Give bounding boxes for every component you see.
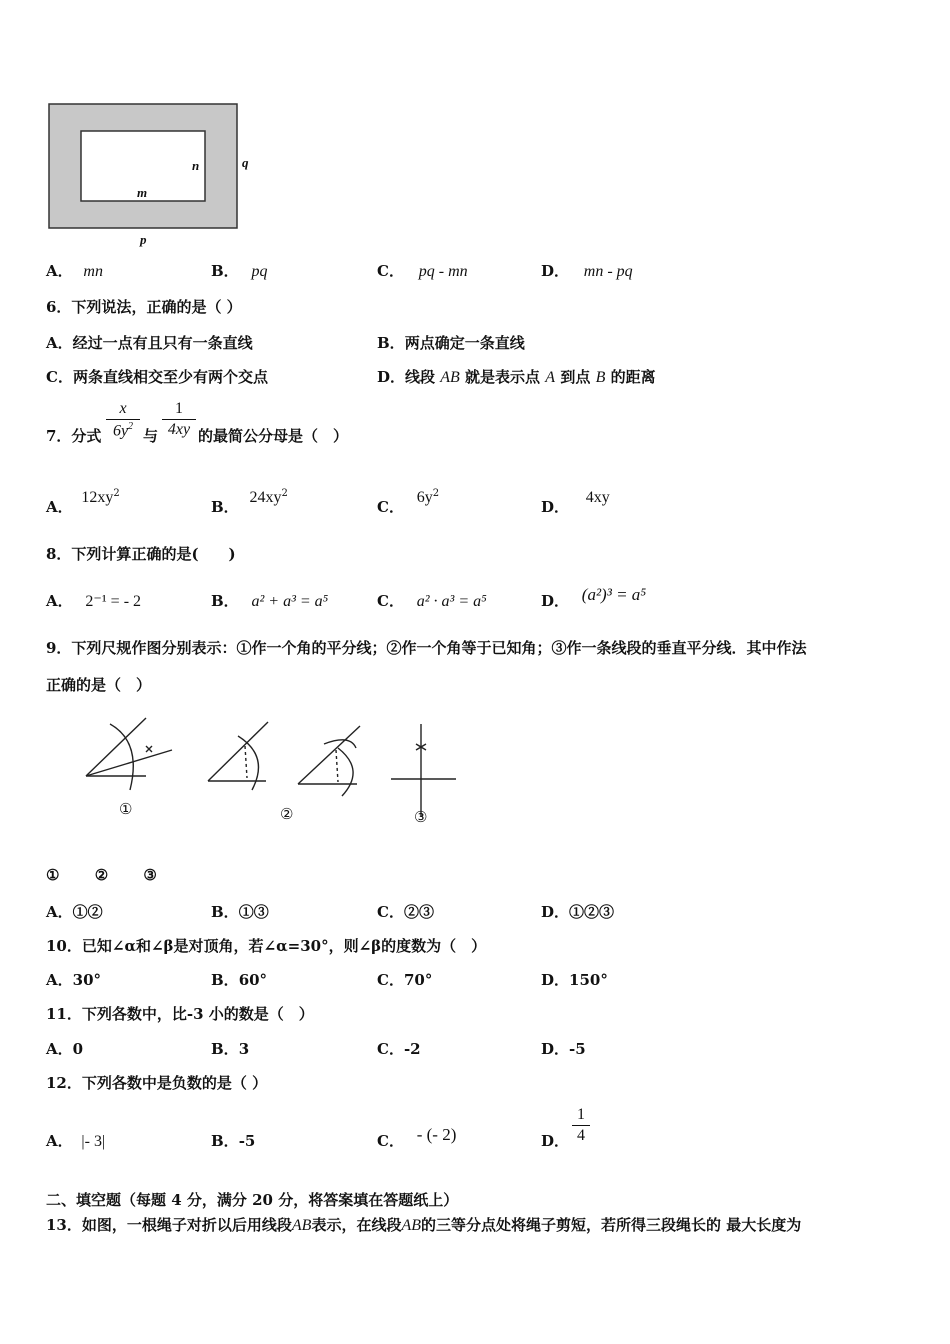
figure-label-p: p bbox=[140, 232, 147, 247]
q12-option-d: D． bbox=[541, 1132, 570, 1150]
q12-fraction: 1 4 bbox=[572, 1106, 590, 1145]
q8-option-b: B． a² + a³ = a⁵ bbox=[211, 592, 329, 610]
q9-option-d: D．①②③ bbox=[541, 903, 615, 921]
figure-label-m: m bbox=[137, 185, 148, 200]
q6-option-c: C．两条直线相交至少有两个交点 bbox=[46, 368, 268, 386]
rectangle-figure bbox=[48, 103, 238, 229]
construction-figures bbox=[80, 712, 470, 832]
q6-option-b: B．两点确定一条直线 bbox=[377, 334, 525, 352]
q7-middle: 与 bbox=[143, 427, 159, 445]
q9-stem-line1: 9．下列尺规作图分别表示：①作一个角的平分线；②作一个角等于已知角；③作一条线段的垂直平分线．其中作法 bbox=[46, 639, 807, 657]
q12-option-a: A． |- 3| bbox=[46, 1132, 106, 1150]
q9-option-a: A．①② bbox=[46, 903, 103, 921]
q8-option-c: C． a² · a³ = a⁵ bbox=[377, 592, 487, 610]
q9-option-b: B．①③ bbox=[211, 903, 269, 921]
q6-option-a: A．经过一点有且只有一条直线 bbox=[46, 334, 253, 352]
q5-option-d: D． mn - pq bbox=[541, 262, 633, 280]
q11-option-a: A．0 bbox=[46, 1040, 84, 1058]
q11-option-d: D．-5 bbox=[541, 1040, 586, 1058]
q10-option-b: B．60° bbox=[211, 971, 268, 989]
q8-option-a: A． 2⁻¹ = - 2 bbox=[46, 592, 142, 610]
fig-label-2: ② bbox=[280, 805, 294, 823]
q11-option-b: B．3 bbox=[211, 1040, 250, 1058]
figure-label-q: q bbox=[242, 155, 249, 170]
q11-stem: 11．下列各数中，比-3 小的数是（ ） bbox=[46, 1005, 314, 1023]
q7-option-d: D． 4xy bbox=[541, 489, 610, 516]
fig-label-1: ① bbox=[119, 800, 133, 818]
figure-label-n: n bbox=[192, 158, 200, 173]
q7-suffix: 的最简公分母是（ ） bbox=[198, 427, 349, 445]
q5-option-c: C． pq - mn bbox=[377, 262, 468, 280]
q7-option-c: C． $6y^2$ bbox=[377, 488, 440, 516]
fig-label-3: ③ bbox=[414, 808, 428, 826]
q7-fraction-1: x $6y^2$ bbox=[106, 400, 140, 440]
q7-option-a: A． $12xy^2$ bbox=[46, 488, 120, 516]
q9-choices-row: ① ② ③ bbox=[46, 866, 157, 884]
q10-option-a: A．30° bbox=[46, 971, 102, 989]
q9-option-c: C．②③ bbox=[377, 903, 434, 921]
q7-option-b: B． $24xy^2$ bbox=[211, 488, 288, 516]
q8-option-d: D． (a²)³ = a⁵ bbox=[541, 585, 647, 610]
q6-stem: 6．下列说法，正确的是（ ） bbox=[46, 298, 242, 316]
q12-option-b: B．-5 bbox=[211, 1132, 256, 1150]
q5-option-a: A． mn bbox=[46, 262, 103, 280]
q10-option-c: C．70° bbox=[377, 971, 433, 989]
q10-option-d: D．150° bbox=[541, 971, 608, 989]
q5-option-b: B． pq bbox=[211, 262, 268, 280]
q12-stem: 12．下列各数中是负数的是（ ） bbox=[46, 1074, 268, 1092]
q12-option-c: C． - (- 2) bbox=[377, 1125, 457, 1150]
q7-fraction-2: 1 4xy bbox=[162, 400, 196, 439]
q13-stem: 13．如图，一根绳子对折以后用线段AB表示，在线段AB的三等分点处将绳子剪短，若所得三段绳长的 最大长度为 bbox=[46, 1216, 802, 1234]
q9-stem-line2: 正确的是（ ） bbox=[46, 676, 152, 694]
q10-stem: 10．已知∠α和∠β是对顶角，若∠α=30°，则∠β的度数为（ ） bbox=[46, 937, 487, 955]
q11-option-c: C．-2 bbox=[377, 1040, 421, 1058]
section-title: 二、填空题（每题 4 分，满分 20 分，将答案填在答题纸上） bbox=[46, 1191, 459, 1209]
q6-option-d: D．线段 AB 就是表示点 A 到点 B 的距离 bbox=[377, 368, 656, 386]
q8-stem: 8．下列计算正确的是( ) bbox=[46, 545, 236, 563]
q7-prefix: 7．分式 bbox=[46, 427, 102, 445]
